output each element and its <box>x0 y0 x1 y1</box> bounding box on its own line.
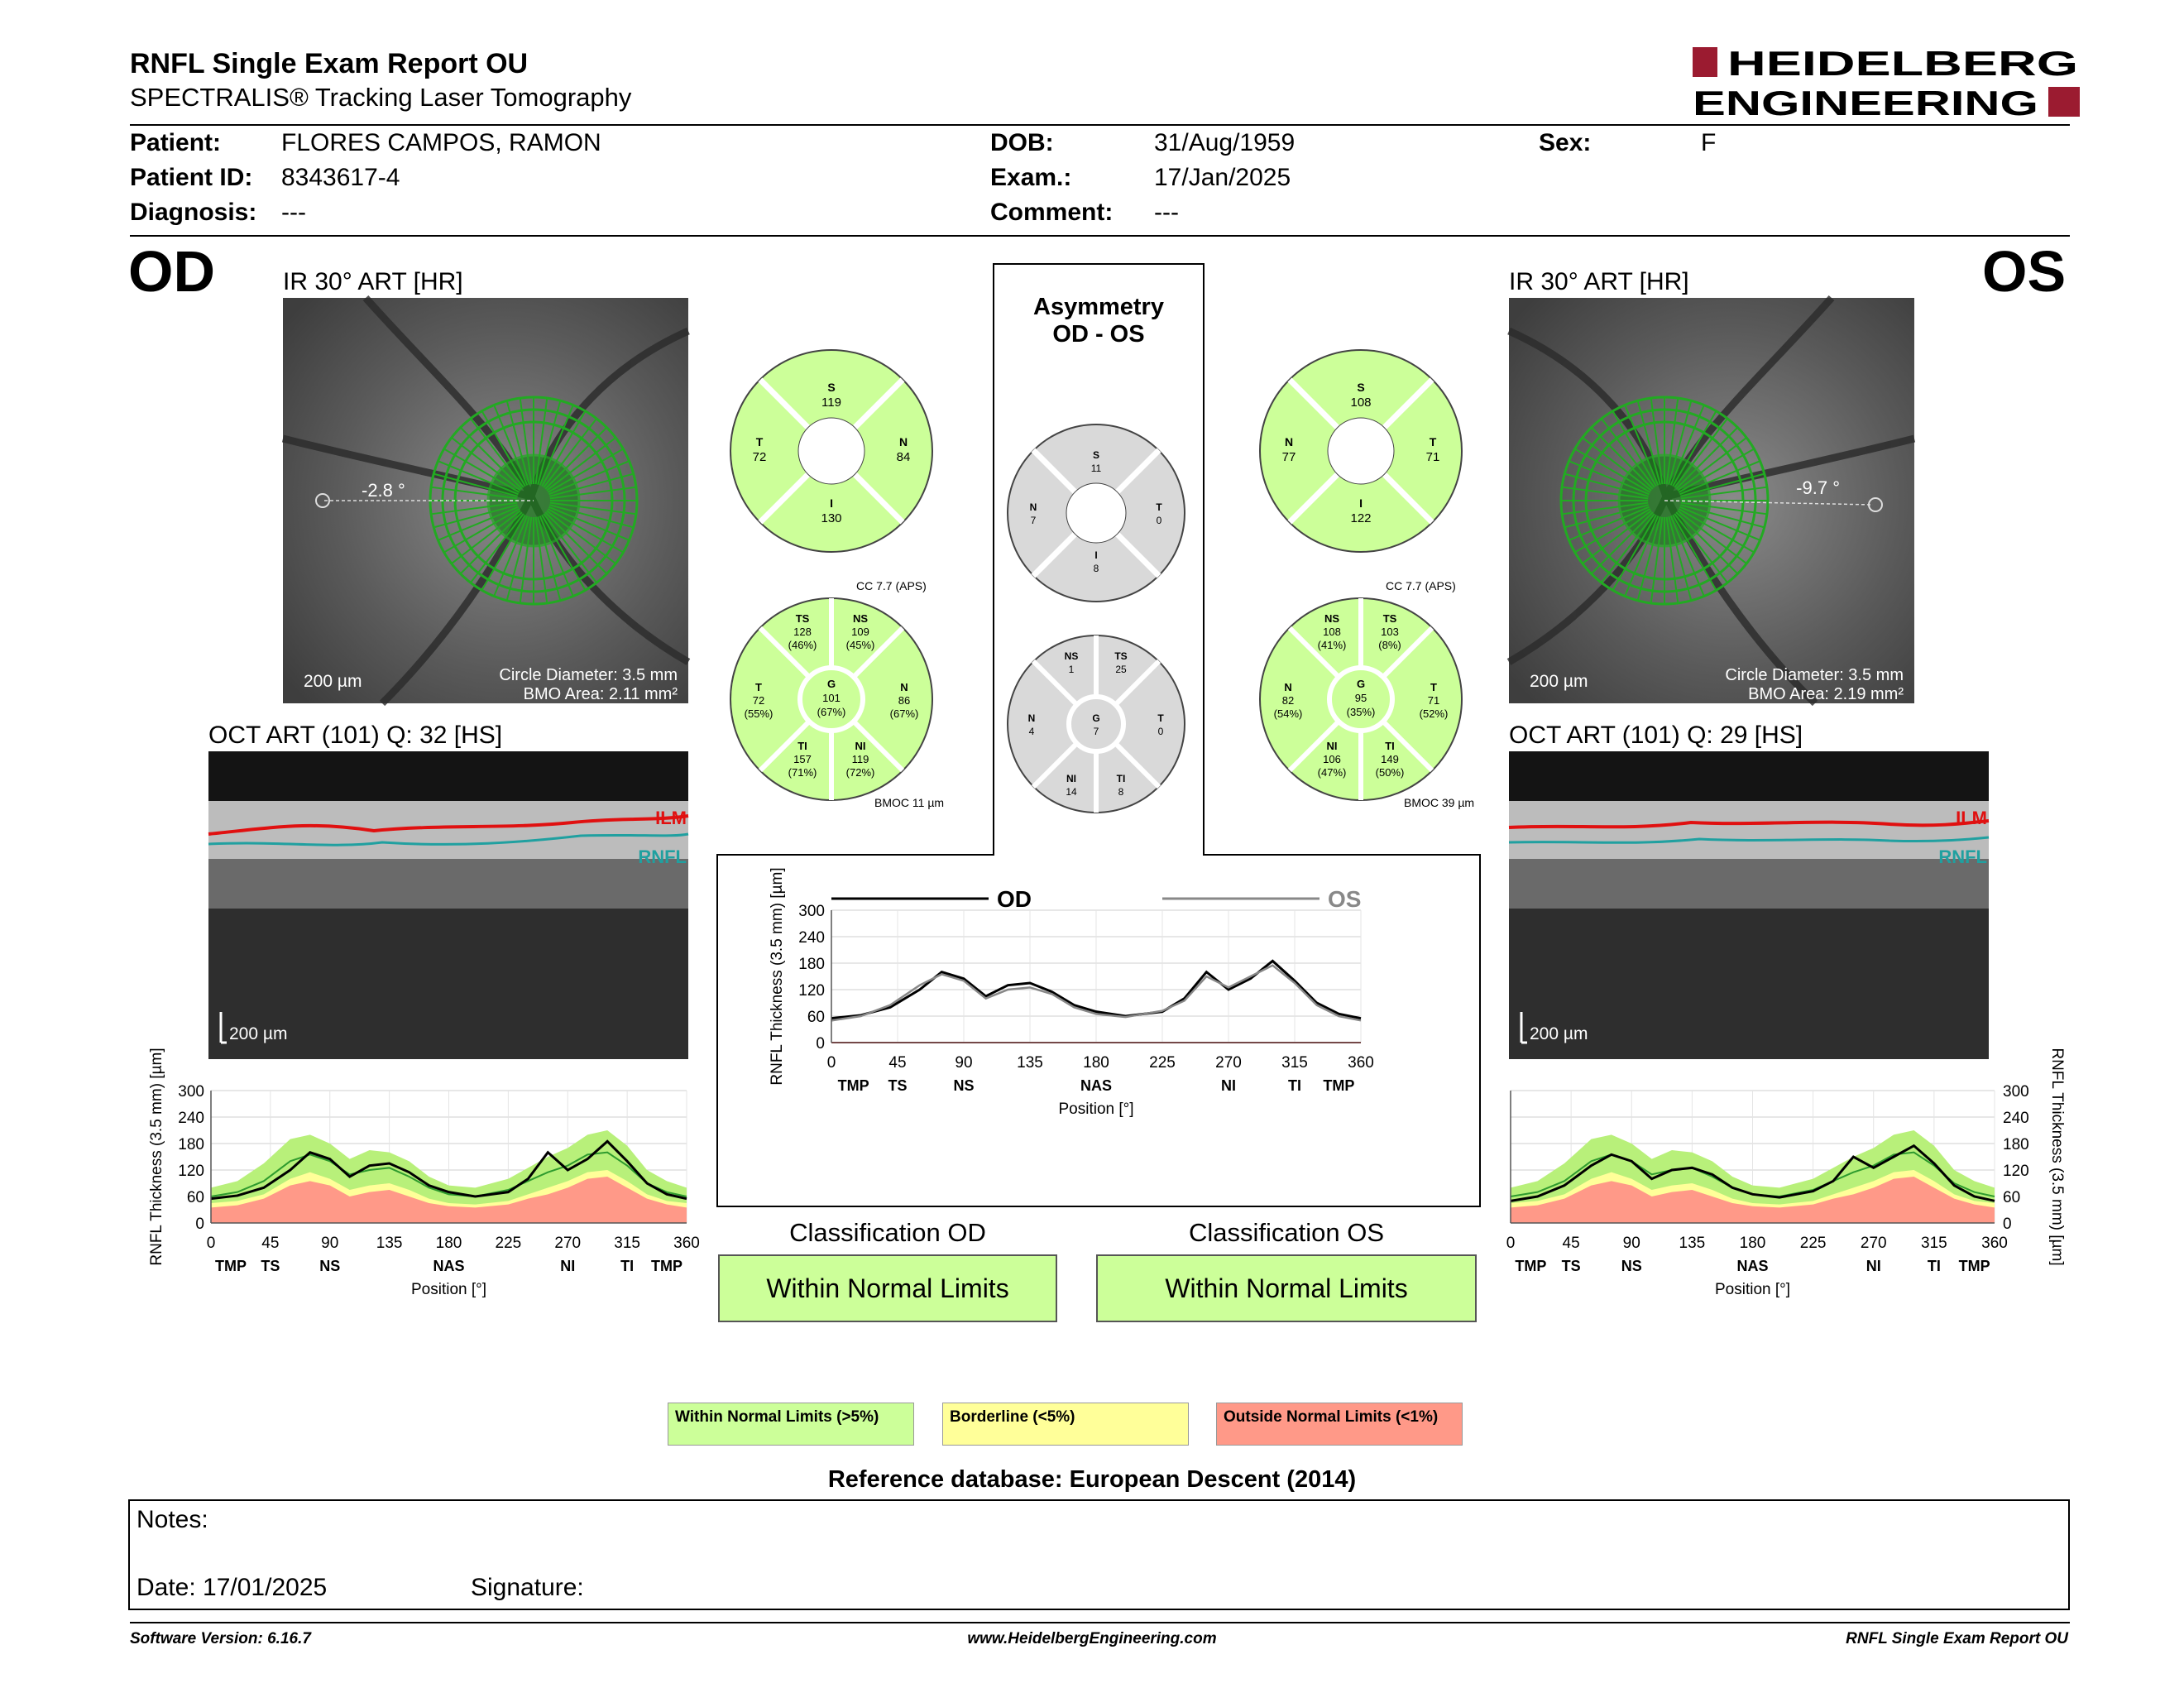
od-sec-ns-l: NS <box>852 612 869 625</box>
y-tick-label: 180 <box>178 1136 204 1153</box>
os-quad-i-label: I <box>1359 496 1363 510</box>
os-quad-n-label: N <box>1284 435 1294 448</box>
footer-url[interactable]: www.HeidelbergEngineering.com <box>967 1630 1217 1647</box>
os-scale: 200 µm <box>1530 672 1588 691</box>
y-tick-label: 120 <box>178 1163 204 1180</box>
region-label: TI <box>1927 1258 1941 1274</box>
os-ilm-label: ILM <box>1956 808 1987 828</box>
footer-rule <box>130 1622 2070 1623</box>
x-tick-label: 135 <box>1017 1054 1043 1072</box>
y-axis-title: RNFL Thickness (3.5 mm) [µm] <box>769 867 786 1086</box>
os-circle-diameter: Circle Diameter: 3.5 mm <box>1725 666 1904 684</box>
y-tick-label: 60 <box>807 1009 825 1026</box>
os-sec-t-p: (52%) <box>1419 707 1449 720</box>
os-cc-label: CC 7.7 (APS) <box>1386 579 1456 592</box>
od-quad-n-label: N <box>898 435 908 448</box>
od-sec-ns-p: (45%) <box>845 639 875 651</box>
od-ir-title: IR 30° ART [HR] <box>283 268 463 295</box>
asym-quad-s-v: 11 <box>1090 463 1102 474</box>
y-tick-label: 240 <box>798 929 825 947</box>
asym-sec-g-l: G <box>1092 712 1100 724</box>
os-quad-s-value: 108 <box>1350 396 1372 410</box>
os-oct-scan <box>1509 751 1989 1059</box>
od-cc-label: CC 7.7 (APS) <box>856 579 927 592</box>
x-tick-label: 45 <box>1562 1235 1580 1252</box>
report-subtitle: SPECTRALIS® Tracking Laser Tomography <box>130 83 632 112</box>
region-label: NAS <box>1080 1077 1113 1094</box>
x-tick-label: 360 <box>673 1235 700 1252</box>
x-tick-label: 90 <box>321 1235 339 1252</box>
asym-sec-ts-l: TS <box>1114 650 1128 662</box>
x-tick-label: 360 <box>1981 1235 2008 1252</box>
od-scale: 200 µm <box>304 672 362 691</box>
legend-within-normal: Within Normal Limits (>5%) <box>668 1403 914 1446</box>
os-rnfl-label: RNFL <box>1938 846 1987 867</box>
x-axis-title: Position [°] <box>410 1281 487 1298</box>
x-tick-label: 315 <box>614 1235 640 1252</box>
y-tick-label: 0 <box>195 1216 204 1233</box>
asymmetry-profile-chart <box>749 861 1452 1134</box>
x-tick-label: 180 <box>1739 1235 1766 1252</box>
asym-quad-n-v: 7 <box>1030 515 1037 526</box>
footer-report: RNFL Single Exam Report OU <box>1846 1630 2068 1647</box>
od-sec-g-p: (67%) <box>817 706 846 718</box>
os-sec-t-v: 71 <box>1427 694 1440 707</box>
os-quadrant-chart <box>1257 348 1464 554</box>
os-quad-s-label: S <box>1357 381 1365 394</box>
os-angle: -9.7 ° <box>1796 477 1840 498</box>
diagnosis-label: Diagnosis: <box>130 199 257 226</box>
x-tick-label: 0 <box>1506 1235 1516 1252</box>
dob-value: 31/Aug/1959 <box>1154 129 1296 156</box>
od-fundus-image <box>283 298 688 703</box>
y-tick-label: 60 <box>186 1189 204 1206</box>
exam-label: Exam.: <box>990 164 1072 191</box>
x-tick-label: 270 <box>554 1235 582 1252</box>
y-tick-label: 180 <box>798 956 825 973</box>
os-thickness-chart <box>1502 1048 2072 1316</box>
od-sec-n-l: N <box>900 681 908 693</box>
od-sec-t-l: T <box>755 681 762 693</box>
region-label: TMP <box>214 1258 247 1274</box>
header-rule <box>130 124 2070 126</box>
x-tick-label: 225 <box>495 1235 522 1252</box>
x-tick-label: 225 <box>1799 1235 1827 1252</box>
y-axis-title: RNFL Thickness (3.5 mm) [µm] <box>148 1048 165 1266</box>
od-bmo-area: BMO Area: 2.11 mm² <box>523 685 678 703</box>
od-sec-t-v: 72 <box>752 694 765 707</box>
region-label: TS <box>1561 1258 1581 1274</box>
od-sec-n-v: 86 <box>898 694 911 707</box>
os-ir-title: IR 30° ART [HR] <box>1509 268 1689 295</box>
y-tick-label: 0 <box>816 1035 825 1053</box>
od-quad-s-value: 119 <box>821 396 841 410</box>
asym-sec-ns-l: NS <box>1064 650 1079 662</box>
x-tick-label: 0 <box>826 1054 836 1072</box>
region-label: TMP <box>651 1258 683 1274</box>
region-label: TS <box>261 1258 280 1274</box>
od-sec-g-v: 101 <box>822 692 841 704</box>
x-tick-label: 225 <box>1149 1054 1176 1072</box>
x-tick-label: 0 <box>206 1235 216 1252</box>
sex-value: F <box>1701 129 1717 156</box>
os-sec-ni-l: NI <box>1326 740 1338 752</box>
region-label: NAS <box>433 1258 465 1274</box>
x-tick-label: 90 <box>1622 1235 1640 1252</box>
region-label: TMP <box>1515 1258 1547 1274</box>
x-tick-label: 180 <box>435 1235 462 1252</box>
os-sec-ni-v: 106 <box>1323 753 1341 765</box>
y-tick-label: 0 <box>2003 1216 2012 1233</box>
od-sec-ts-v: 128 <box>793 626 812 638</box>
od-thickness-chart <box>132 1048 700 1316</box>
od-circle-diameter: Circle Diameter: 3.5 mm <box>499 666 678 684</box>
os-fundus-image <box>1509 298 1914 703</box>
legend-outside-normal: Outside Normal Limits (<1%) <box>1216 1403 1463 1446</box>
od-quad-i-value: 130 <box>821 511 842 525</box>
os-quad-t-value: 71 <box>1425 450 1440 464</box>
y-tick-label: 300 <box>178 1083 204 1101</box>
od-ilm-label: ILM <box>655 808 687 828</box>
od-quad-n-value: 84 <box>896 450 911 464</box>
region-label: NS <box>1621 1258 1642 1274</box>
od-sec-ts-l: TS <box>795 612 810 625</box>
od-sec-ni-v: 119 <box>851 753 869 765</box>
legend-label-os: OS <box>1328 886 1362 912</box>
x-tick-label: 360 <box>1348 1054 1374 1072</box>
footer-version: Software Version: 6.16.7 <box>130 1630 311 1647</box>
asym-sec-ts-v: 25 <box>1115 664 1127 675</box>
patient-label: Patient: <box>130 129 222 156</box>
os-sec-ti-l: TI <box>1385 740 1395 752</box>
od-quad-i-label: I <box>830 496 833 510</box>
x-axis-title: Position [°] <box>1714 1281 1791 1298</box>
asym-sec-ni-v: 14 <box>1066 786 1077 798</box>
asym-quad-t-l: T <box>1156 501 1162 513</box>
y-tick-label: 300 <box>798 903 825 920</box>
heidelberg-logo <box>1693 46 2081 120</box>
asym-sec-g-v: 7 <box>1093 726 1099 737</box>
region-label: NI <box>1221 1077 1236 1094</box>
x-tick-label: 90 <box>955 1054 973 1072</box>
x-tick-label: 180 <box>1083 1054 1109 1072</box>
od-sec-ti-p: (71%) <box>788 766 817 779</box>
asym-quad-i-l: I <box>1094 549 1098 561</box>
os-oct-title: OCT ART (101) Q: 29 [HS] <box>1509 722 1803 749</box>
x-tick-label: 45 <box>888 1054 907 1072</box>
od-sec-ts-p: (46%) <box>788 639 817 651</box>
os-sec-ts-p: (8%) <box>1378 639 1401 651</box>
od-quad-t-label: T <box>755 435 764 448</box>
asym-sec-ns-v: 1 <box>1068 664 1075 675</box>
classification-os-title: Classification OS <box>1188 1218 1385 1247</box>
od-sec-g-l: G <box>826 678 836 690</box>
asym-quad-t-v: 0 <box>1156 515 1162 526</box>
x-tick-label: 135 <box>376 1235 403 1252</box>
region-label: NS <box>319 1258 341 1274</box>
od-sec-ni-l: NI <box>855 740 866 752</box>
x-tick-label: 135 <box>1679 1235 1706 1252</box>
os-sec-g-p: (35%) <box>1346 706 1376 718</box>
region-label: TMP <box>1323 1077 1355 1094</box>
os-quad-n-value: 77 <box>1281 450 1296 464</box>
classification-od-title: Classification OD <box>789 1218 986 1247</box>
report-title: RNFL Single Exam Report OU <box>130 48 529 79</box>
exam-value: 17/Jan/2025 <box>1154 164 1291 191</box>
od-quad-s-label: S <box>827 381 836 394</box>
od-quad-t-value: 72 <box>752 450 767 464</box>
asym-sector-chart <box>1005 633 1187 815</box>
od-oct-scale: 200 µm <box>229 1024 288 1043</box>
comment-label: Comment: <box>990 199 1114 226</box>
region-label: TI <box>1288 1077 1301 1094</box>
notes-label: Notes: <box>136 1506 208 1533</box>
x-tick-label: 45 <box>261 1235 280 1252</box>
asym-quad-n-l: N <box>1029 501 1037 513</box>
region-label: TS <box>888 1077 908 1094</box>
od-sec-ni-p: (72%) <box>845 766 875 779</box>
os-eye-label: OS <box>1982 239 2067 304</box>
asym-quad-i-v: 8 <box>1093 563 1099 574</box>
od-sec-n-p: (67%) <box>889 707 919 720</box>
info-rule <box>130 235 2070 237</box>
region-label: TMP <box>1958 1258 1990 1274</box>
asym-sec-t-v: 0 <box>1157 726 1164 737</box>
os-sec-ni-p: (47%) <box>1317 766 1347 779</box>
od-sec-ti-v: 157 <box>793 753 812 765</box>
asymmetry-title-2: OD - OS <box>1052 321 1145 348</box>
od-oct-title: OCT ART (101) Q: 32 [HS] <box>208 722 503 749</box>
notes-date: Date: 17/01/2025 <box>136 1574 328 1601</box>
region-label: NS <box>953 1077 975 1094</box>
diagnosis-value: --- <box>281 199 306 226</box>
os-bmo-area: BMO Area: 2.19 mm² <box>1748 685 1904 703</box>
os-sec-g-v: 95 <box>1354 692 1367 704</box>
os-sec-n-p: (54%) <box>1273 707 1303 720</box>
patient-id-label: Patient ID: <box>130 164 253 191</box>
y-tick-label: 300 <box>2003 1083 2029 1101</box>
reference-database: Reference database: European Descent (2014) <box>827 1466 1357 1493</box>
y-tick-label: 180 <box>2003 1136 2029 1153</box>
asym-quad-s-l: S <box>1092 449 1100 461</box>
comment-value: --- <box>1154 199 1179 226</box>
region-label: TMP <box>837 1077 869 1094</box>
logo-line2: ENGINEERING <box>1693 84 2038 122</box>
y-tick-label: 240 <box>2003 1110 2029 1127</box>
os-sector-chart <box>1257 596 1464 803</box>
region-label: NI <box>1866 1258 1881 1274</box>
od-rnfl-label: RNFL <box>638 846 687 867</box>
od-angle: -2.8 ° <box>362 480 405 501</box>
os-sec-ts-l: TS <box>1382 612 1397 625</box>
os-sec-ns-l: NS <box>1324 612 1340 625</box>
asym-sec-n-l: N <box>1027 712 1036 724</box>
x-tick-label: 270 <box>1860 1235 1887 1252</box>
os-sec-ti-p: (50%) <box>1375 766 1405 779</box>
os-sec-ns-p: (41%) <box>1317 639 1347 651</box>
y-tick-label: 120 <box>2003 1163 2029 1180</box>
legend-borderline: Borderline (<5%) <box>942 1403 1189 1446</box>
y-tick-label: 120 <box>798 982 825 1000</box>
os-sec-ts-v: 103 <box>1381 626 1399 638</box>
od-bmoc-label: BMOC 11 µm <box>874 796 945 809</box>
y-axis-title: RNFL Thickness (3.5 mm) [µm] <box>2048 1048 2066 1266</box>
os-sec-n-v: 82 <box>1281 694 1295 707</box>
asym-quadrant-chart <box>1005 422 1187 604</box>
od-sec-ns-v: 109 <box>851 626 869 638</box>
os-sec-g-l: G <box>1356 678 1366 690</box>
os-sec-ti-v: 149 <box>1381 753 1399 765</box>
logo-line1: HEIDELBERG <box>1727 44 2078 83</box>
classification-od-value: Within Normal Limits <box>718 1254 1057 1322</box>
notes-box[interactable] <box>128 1499 2070 1610</box>
x-tick-label: 270 <box>1215 1054 1242 1072</box>
y-tick-label: 240 <box>178 1110 204 1127</box>
dob-label: DOB: <box>990 129 1054 156</box>
asym-sec-n-v: 4 <box>1028 726 1035 737</box>
asym-sec-ti-v: 8 <box>1118 786 1124 798</box>
x-tick-label: 315 <box>1921 1235 1947 1252</box>
asym-sec-t-l: T <box>1157 712 1164 724</box>
x-tick-label: 315 <box>1281 1054 1308 1072</box>
os-quad-i-value: 122 <box>1350 511 1372 525</box>
os-sec-n-l: N <box>1284 681 1292 693</box>
asym-sec-ni-l: NI <box>1066 773 1076 784</box>
region-label: NI <box>560 1258 576 1274</box>
os-quad-t-label: T <box>1429 435 1437 448</box>
region-label: TI <box>620 1258 635 1274</box>
os-bmoc-label: BMOC 39 µm <box>1404 796 1475 809</box>
asym-sec-ti-l: TI <box>1116 773 1126 784</box>
sex-label: Sex: <box>1539 129 1592 156</box>
region-label: NAS <box>1736 1258 1769 1274</box>
os-sec-ns-v: 108 <box>1323 626 1341 638</box>
od-eye-label: OD <box>128 239 215 304</box>
patient-id: 8343617-4 <box>281 164 400 191</box>
os-oct-scale: 200 µm <box>1530 1024 1588 1043</box>
y-tick-label: 60 <box>2003 1189 2021 1206</box>
od-sec-t-p: (55%) <box>744 707 774 720</box>
x-axis-title: Position [°] <box>1058 1101 1134 1118</box>
od-oct-scan <box>208 751 688 1059</box>
classification-os-value: Within Normal Limits <box>1096 1254 1477 1322</box>
patient-name: FLORES CAMPOS, RAMON <box>281 129 601 156</box>
asymmetry-title-1: Asymmetry <box>1033 294 1164 320</box>
legend-label-od: OD <box>997 886 1032 912</box>
notes-signature: Signature: <box>471 1574 584 1601</box>
os-sec-t-l: T <box>1430 681 1437 693</box>
od-sec-ti-l: TI <box>797 740 807 752</box>
